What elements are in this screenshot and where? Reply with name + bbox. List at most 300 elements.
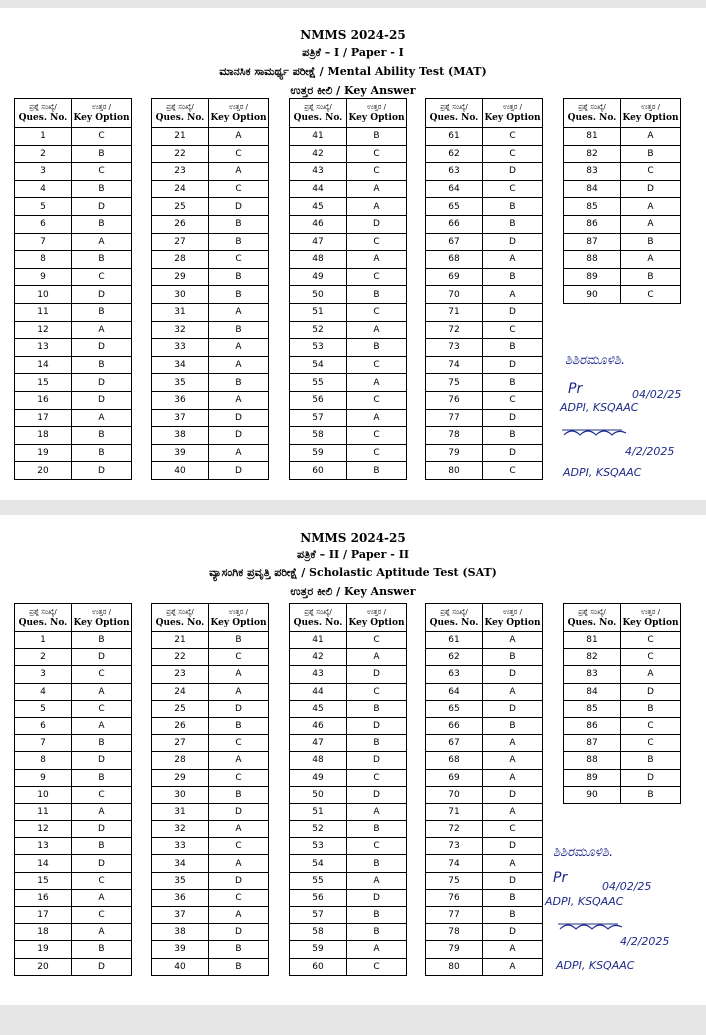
- table-row: [15, 339, 132, 357]
- key-option: D: [72, 752, 132, 769]
- key-option: B: [483, 268, 543, 286]
- question-number: 28: [152, 251, 209, 269]
- table-row: [152, 286, 269, 304]
- question-number: 24: [152, 180, 209, 198]
- table-row: [426, 163, 543, 181]
- table-row: [290, 786, 407, 803]
- table-row: [426, 941, 543, 958]
- answer-table-4: [425, 98, 543, 480]
- key-option: C: [621, 286, 681, 304]
- question-number: 87: [564, 735, 621, 752]
- key-option: A: [483, 251, 543, 269]
- table-row: [290, 958, 407, 975]
- question-number: 14: [15, 356, 72, 374]
- key-option: B: [72, 303, 132, 321]
- key-option-header-english: Key Option: [622, 113, 679, 123]
- table-row: [426, 700, 543, 717]
- table-row: [290, 391, 407, 409]
- table-row: [290, 649, 407, 666]
- table-row: [426, 924, 543, 941]
- question-number: 69: [426, 769, 483, 786]
- key-option: C: [72, 907, 132, 924]
- question-number: 68: [426, 251, 483, 269]
- key-option: A: [483, 769, 543, 786]
- table-row: [290, 321, 407, 339]
- key-option: D: [483, 872, 543, 889]
- question-number: 52: [290, 821, 347, 838]
- table-row: [290, 735, 407, 752]
- signature-name: ಶಿಶಿರಮೂಳಿಶಿ.: [565, 353, 626, 368]
- table-row: [426, 958, 543, 975]
- key-option: B: [347, 462, 407, 480]
- question-number: 78: [426, 924, 483, 941]
- key-option: A: [72, 683, 132, 700]
- question-number: 28: [152, 752, 209, 769]
- key-option: D: [72, 855, 132, 872]
- key-option: C: [72, 128, 132, 146]
- question-number: 49: [290, 769, 347, 786]
- question-number-header: [564, 604, 621, 632]
- question-number: 24: [152, 683, 209, 700]
- key-option: C: [209, 838, 269, 855]
- table-row: [15, 735, 132, 752]
- key-option: C: [347, 683, 407, 700]
- question-number: 79: [426, 941, 483, 958]
- key-option-header-english: Key Option: [73, 617, 130, 628]
- question-number: 82: [564, 145, 621, 163]
- table-row: [152, 128, 269, 146]
- paper-subtitle: ಪತ್ರಿಕೆ – II / Paper - II: [297, 548, 409, 561]
- key-option: B: [72, 735, 132, 752]
- key-option: B: [209, 215, 269, 233]
- key-option: A: [621, 198, 681, 216]
- key-option: B: [209, 958, 269, 975]
- key-option: A: [483, 803, 543, 820]
- question-number: 50: [290, 786, 347, 803]
- signature-office-1: ADPI, KSQAAC: [560, 401, 639, 414]
- question-number: 72: [426, 821, 483, 838]
- key-option: B: [347, 339, 407, 357]
- question-number: 63: [426, 163, 483, 181]
- question-number: 67: [426, 233, 483, 251]
- key-option-header-english: Key Option: [210, 617, 267, 628]
- key-option-header-kannada: ಉತ್ತರ /: [502, 103, 523, 111]
- question-number: 52: [290, 321, 347, 339]
- key-option: A: [209, 356, 269, 374]
- key-option: C: [209, 735, 269, 752]
- question-number: 32: [152, 321, 209, 339]
- table-row: [564, 128, 681, 146]
- question-number-header-english: Ques. No.: [18, 113, 68, 123]
- question-number: 56: [290, 391, 347, 409]
- table-row: [15, 683, 132, 700]
- question-number: 32: [152, 821, 209, 838]
- signature-name: ಶಿಶಿರಮೂಳಿಶಿ.: [553, 845, 614, 860]
- answer-table-5: [563, 98, 681, 304]
- table-row: [290, 752, 407, 769]
- table-row: [426, 855, 543, 872]
- key-option-header-english: Key Option: [484, 617, 541, 628]
- table-row: [426, 303, 543, 321]
- key-option: B: [483, 215, 543, 233]
- key-option: D: [209, 409, 269, 427]
- question-number: 1: [15, 128, 72, 146]
- table-row: [426, 444, 543, 462]
- key-option: A: [72, 803, 132, 820]
- key-option: C: [347, 391, 407, 409]
- question-number: 90: [564, 286, 621, 304]
- question-number: 73: [426, 339, 483, 357]
- question-number-header-kannada: ಪ್ರಶ್ನೆ ಸಂಖ್ಯೆ/: [166, 103, 194, 111]
- question-number: 53: [290, 838, 347, 855]
- table-row: [152, 632, 269, 649]
- table-row: [426, 735, 543, 752]
- table-row: [15, 444, 132, 462]
- key-option: A: [209, 821, 269, 838]
- key-option: A: [483, 632, 543, 649]
- table-row: [15, 803, 132, 820]
- question-number: 9: [15, 769, 72, 786]
- key-option: C: [72, 268, 132, 286]
- question-number: 9: [15, 268, 72, 286]
- table-row: [152, 821, 269, 838]
- table-row: [290, 128, 407, 146]
- answer-table-3: [289, 603, 407, 976]
- key-option: D: [72, 462, 132, 480]
- signature-initial: Pr: [568, 381, 583, 397]
- question-number: 15: [15, 374, 72, 392]
- key-option: B: [483, 374, 543, 392]
- signature-office-2: ADPI, KSQAAC: [556, 959, 635, 972]
- table-header-row: [152, 99, 269, 128]
- key-option: B: [72, 356, 132, 374]
- table-row: [426, 374, 543, 392]
- table-row: [426, 907, 543, 924]
- answer-table-2: [151, 603, 269, 976]
- key-option: B: [72, 427, 132, 445]
- key-option: D: [483, 700, 543, 717]
- question-number: 71: [426, 803, 483, 820]
- question-number: 1: [15, 632, 72, 649]
- key-option: B: [72, 251, 132, 269]
- table-row: [15, 855, 132, 872]
- key-option: C: [209, 649, 269, 666]
- question-number: 26: [152, 717, 209, 734]
- table-row: [426, 752, 543, 769]
- table-row: [426, 838, 543, 855]
- key-option: B: [72, 941, 132, 958]
- table-header-row: [564, 604, 681, 632]
- table-row: [290, 374, 407, 392]
- table-row: [426, 339, 543, 357]
- table-row: [426, 356, 543, 374]
- key-option: D: [72, 374, 132, 392]
- question-number: 3: [15, 163, 72, 181]
- key-option: B: [209, 321, 269, 339]
- key-option: A: [209, 855, 269, 872]
- key-option: B: [347, 286, 407, 304]
- table-row: [152, 444, 269, 462]
- question-number: 34: [152, 356, 209, 374]
- key-option: B: [483, 889, 543, 906]
- table-row: [15, 321, 132, 339]
- key-option: D: [347, 717, 407, 734]
- table-row: [290, 666, 407, 683]
- question-number: 85: [564, 700, 621, 717]
- table-row: [15, 163, 132, 181]
- question-number: 4: [15, 180, 72, 198]
- key-option: A: [483, 683, 543, 700]
- table-row: [426, 683, 543, 700]
- key-option: A: [209, 128, 269, 146]
- key-option: D: [483, 163, 543, 181]
- question-number: 78: [426, 427, 483, 445]
- key-option: A: [483, 752, 543, 769]
- key-option: D: [347, 215, 407, 233]
- table-row: [426, 215, 543, 233]
- question-number: 30: [152, 286, 209, 304]
- question-number-header: [15, 99, 72, 128]
- table-row: [152, 180, 269, 198]
- key-option: A: [483, 941, 543, 958]
- key-option: C: [347, 268, 407, 286]
- table-row: [152, 374, 269, 392]
- table-row: [15, 821, 132, 838]
- question-number: 55: [290, 374, 347, 392]
- table-row: [15, 649, 132, 666]
- table-row: [426, 409, 543, 427]
- signature-office-1: ADPI, KSQAAC: [545, 895, 624, 908]
- table-row: [152, 700, 269, 717]
- question-number: 29: [152, 769, 209, 786]
- table-row: [152, 941, 269, 958]
- question-number: 36: [152, 391, 209, 409]
- table-row: [426, 321, 543, 339]
- key-option: C: [209, 889, 269, 906]
- table-row: [15, 786, 132, 803]
- table-row: [290, 233, 407, 251]
- key-option: D: [347, 786, 407, 803]
- key-option: A: [209, 339, 269, 357]
- key-option: D: [483, 838, 543, 855]
- table-row: [15, 872, 132, 889]
- key-option: B: [621, 145, 681, 163]
- table-row: [426, 803, 543, 820]
- table-row: [152, 268, 269, 286]
- question-number: 62: [426, 145, 483, 163]
- key-option: A: [483, 286, 543, 304]
- question-number: 37: [152, 907, 209, 924]
- key-option: C: [621, 735, 681, 752]
- question-number: 80: [426, 958, 483, 975]
- question-number: 88: [564, 752, 621, 769]
- key-option: A: [209, 666, 269, 683]
- key-option: D: [209, 803, 269, 820]
- key-option: A: [209, 683, 269, 700]
- key-option-header: [621, 99, 681, 128]
- key-option-header-kannada: ಉತ್ತರ /: [228, 103, 249, 111]
- key-option: B: [347, 855, 407, 872]
- table-row: [564, 786, 681, 803]
- question-number: 66: [426, 215, 483, 233]
- key-option: D: [347, 752, 407, 769]
- question-number: 74: [426, 356, 483, 374]
- question-number: 84: [564, 180, 621, 198]
- question-number: 70: [426, 786, 483, 803]
- key-option: A: [621, 215, 681, 233]
- question-number: 88: [564, 251, 621, 269]
- key-option: C: [483, 145, 543, 163]
- question-number: 8: [15, 752, 72, 769]
- question-number: 58: [290, 924, 347, 941]
- question-number: 65: [426, 700, 483, 717]
- key-option: B: [621, 268, 681, 286]
- key-option: B: [209, 632, 269, 649]
- question-number: 83: [564, 666, 621, 683]
- table-row: [152, 924, 269, 941]
- key-option: B: [621, 786, 681, 803]
- key-option: C: [483, 391, 543, 409]
- table-row: [152, 889, 269, 906]
- question-number: 19: [15, 444, 72, 462]
- question-number: 64: [426, 180, 483, 198]
- key-option: B: [72, 215, 132, 233]
- key-option: C: [621, 163, 681, 181]
- question-number: 60: [290, 958, 347, 975]
- question-number-header-kannada: ಪ್ರಶ್ನೆ ಸಂಖ್ಯೆ/: [578, 607, 606, 616]
- table-row: [426, 391, 543, 409]
- table-row: [15, 409, 132, 427]
- question-number: 17: [15, 907, 72, 924]
- question-number: 77: [426, 907, 483, 924]
- table-row: [426, 251, 543, 269]
- question-number: 36: [152, 889, 209, 906]
- key-option: D: [621, 769, 681, 786]
- key-option: B: [347, 735, 407, 752]
- table-row: [15, 838, 132, 855]
- question-number: 3: [15, 666, 72, 683]
- question-number-header-english: Ques. No.: [429, 617, 479, 628]
- question-number-header: [426, 99, 483, 128]
- question-number-header-english: Ques. No.: [18, 617, 68, 628]
- table-row: [290, 215, 407, 233]
- question-number-header-english: Ques. No.: [429, 113, 479, 123]
- question-number: 55: [290, 872, 347, 889]
- table-row: [152, 683, 269, 700]
- test-name: ವ್ಯಾಸಂಗಿಕ ಪ್ರವೃತ್ತಿ ಪರೀಕ್ಷೆ / Scholastic Aptitude Test (SAT): [209, 566, 497, 579]
- key-option: B: [72, 145, 132, 163]
- question-number: 37: [152, 409, 209, 427]
- table-row: [290, 803, 407, 820]
- table-row: [290, 444, 407, 462]
- question-number: 76: [426, 391, 483, 409]
- question-number: 51: [290, 803, 347, 820]
- table-row: [290, 356, 407, 374]
- table-row: [15, 391, 132, 409]
- key-option: B: [209, 717, 269, 734]
- table-row: [15, 632, 132, 649]
- key-option: A: [72, 889, 132, 906]
- table-row: [426, 717, 543, 734]
- question-number: 43: [290, 163, 347, 181]
- question-number-header-english: Ques. No.: [293, 617, 343, 628]
- question-number: 86: [564, 717, 621, 734]
- key-option: C: [209, 769, 269, 786]
- key-option: B: [347, 907, 407, 924]
- signature-scribble: [560, 426, 630, 440]
- question-number: 6: [15, 717, 72, 734]
- table-row: [564, 649, 681, 666]
- question-number: 45: [290, 198, 347, 216]
- question-number: 65: [426, 198, 483, 216]
- key-option-header-kannada: ಉತ್ತರ /: [502, 607, 523, 616]
- table-row: [290, 924, 407, 941]
- table-row: [15, 666, 132, 683]
- table-header-row: [426, 604, 543, 632]
- key-option: B: [483, 198, 543, 216]
- key-option-header-kannada: ಉತ್ತರ /: [640, 103, 661, 111]
- table-row: [15, 717, 132, 734]
- question-number: 75: [426, 872, 483, 889]
- key-option: D: [483, 233, 543, 251]
- table-row: [152, 391, 269, 409]
- question-number: 82: [564, 649, 621, 666]
- key-option: D: [72, 958, 132, 975]
- question-number-header-kannada: ಪ್ರಶ್ನೆ ಸಂಖ್ಯೆ/: [304, 607, 332, 616]
- question-number: 54: [290, 855, 347, 872]
- question-number: 16: [15, 889, 72, 906]
- key-option-header-english: Key Option: [348, 113, 405, 123]
- table-row: [152, 356, 269, 374]
- question-number: 61: [426, 128, 483, 146]
- key-option: B: [483, 427, 543, 445]
- question-number-header: [152, 604, 209, 632]
- question-number: 48: [290, 251, 347, 269]
- key-option-header: [621, 604, 681, 632]
- answer-table-3: [289, 98, 407, 480]
- table-row: [564, 632, 681, 649]
- question-number: 61: [426, 632, 483, 649]
- key-option: A: [347, 872, 407, 889]
- signature-date-1: 04/02/25: [632, 388, 682, 401]
- question-number: 38: [152, 427, 209, 445]
- key-option: A: [209, 303, 269, 321]
- table-row: [152, 786, 269, 803]
- question-number: 75: [426, 374, 483, 392]
- table-row: [426, 632, 543, 649]
- table-row: [290, 286, 407, 304]
- question-number: 40: [152, 958, 209, 975]
- key-option: C: [483, 180, 543, 198]
- key-option: D: [483, 666, 543, 683]
- table-row: [15, 752, 132, 769]
- key-option: A: [347, 374, 407, 392]
- key-option: C: [621, 717, 681, 734]
- table-row: [152, 409, 269, 427]
- key-option-header-english: Key Option: [210, 113, 267, 123]
- table-row: [152, 838, 269, 855]
- key-option-header: [209, 99, 269, 128]
- table-row: [290, 145, 407, 163]
- table-row: [564, 198, 681, 216]
- question-number: 59: [290, 444, 347, 462]
- question-number: 10: [15, 786, 72, 803]
- key-option: C: [347, 356, 407, 374]
- key-option: C: [483, 128, 543, 146]
- key-option-header: [347, 99, 407, 128]
- table-row: [290, 163, 407, 181]
- table-header-row: [15, 604, 132, 632]
